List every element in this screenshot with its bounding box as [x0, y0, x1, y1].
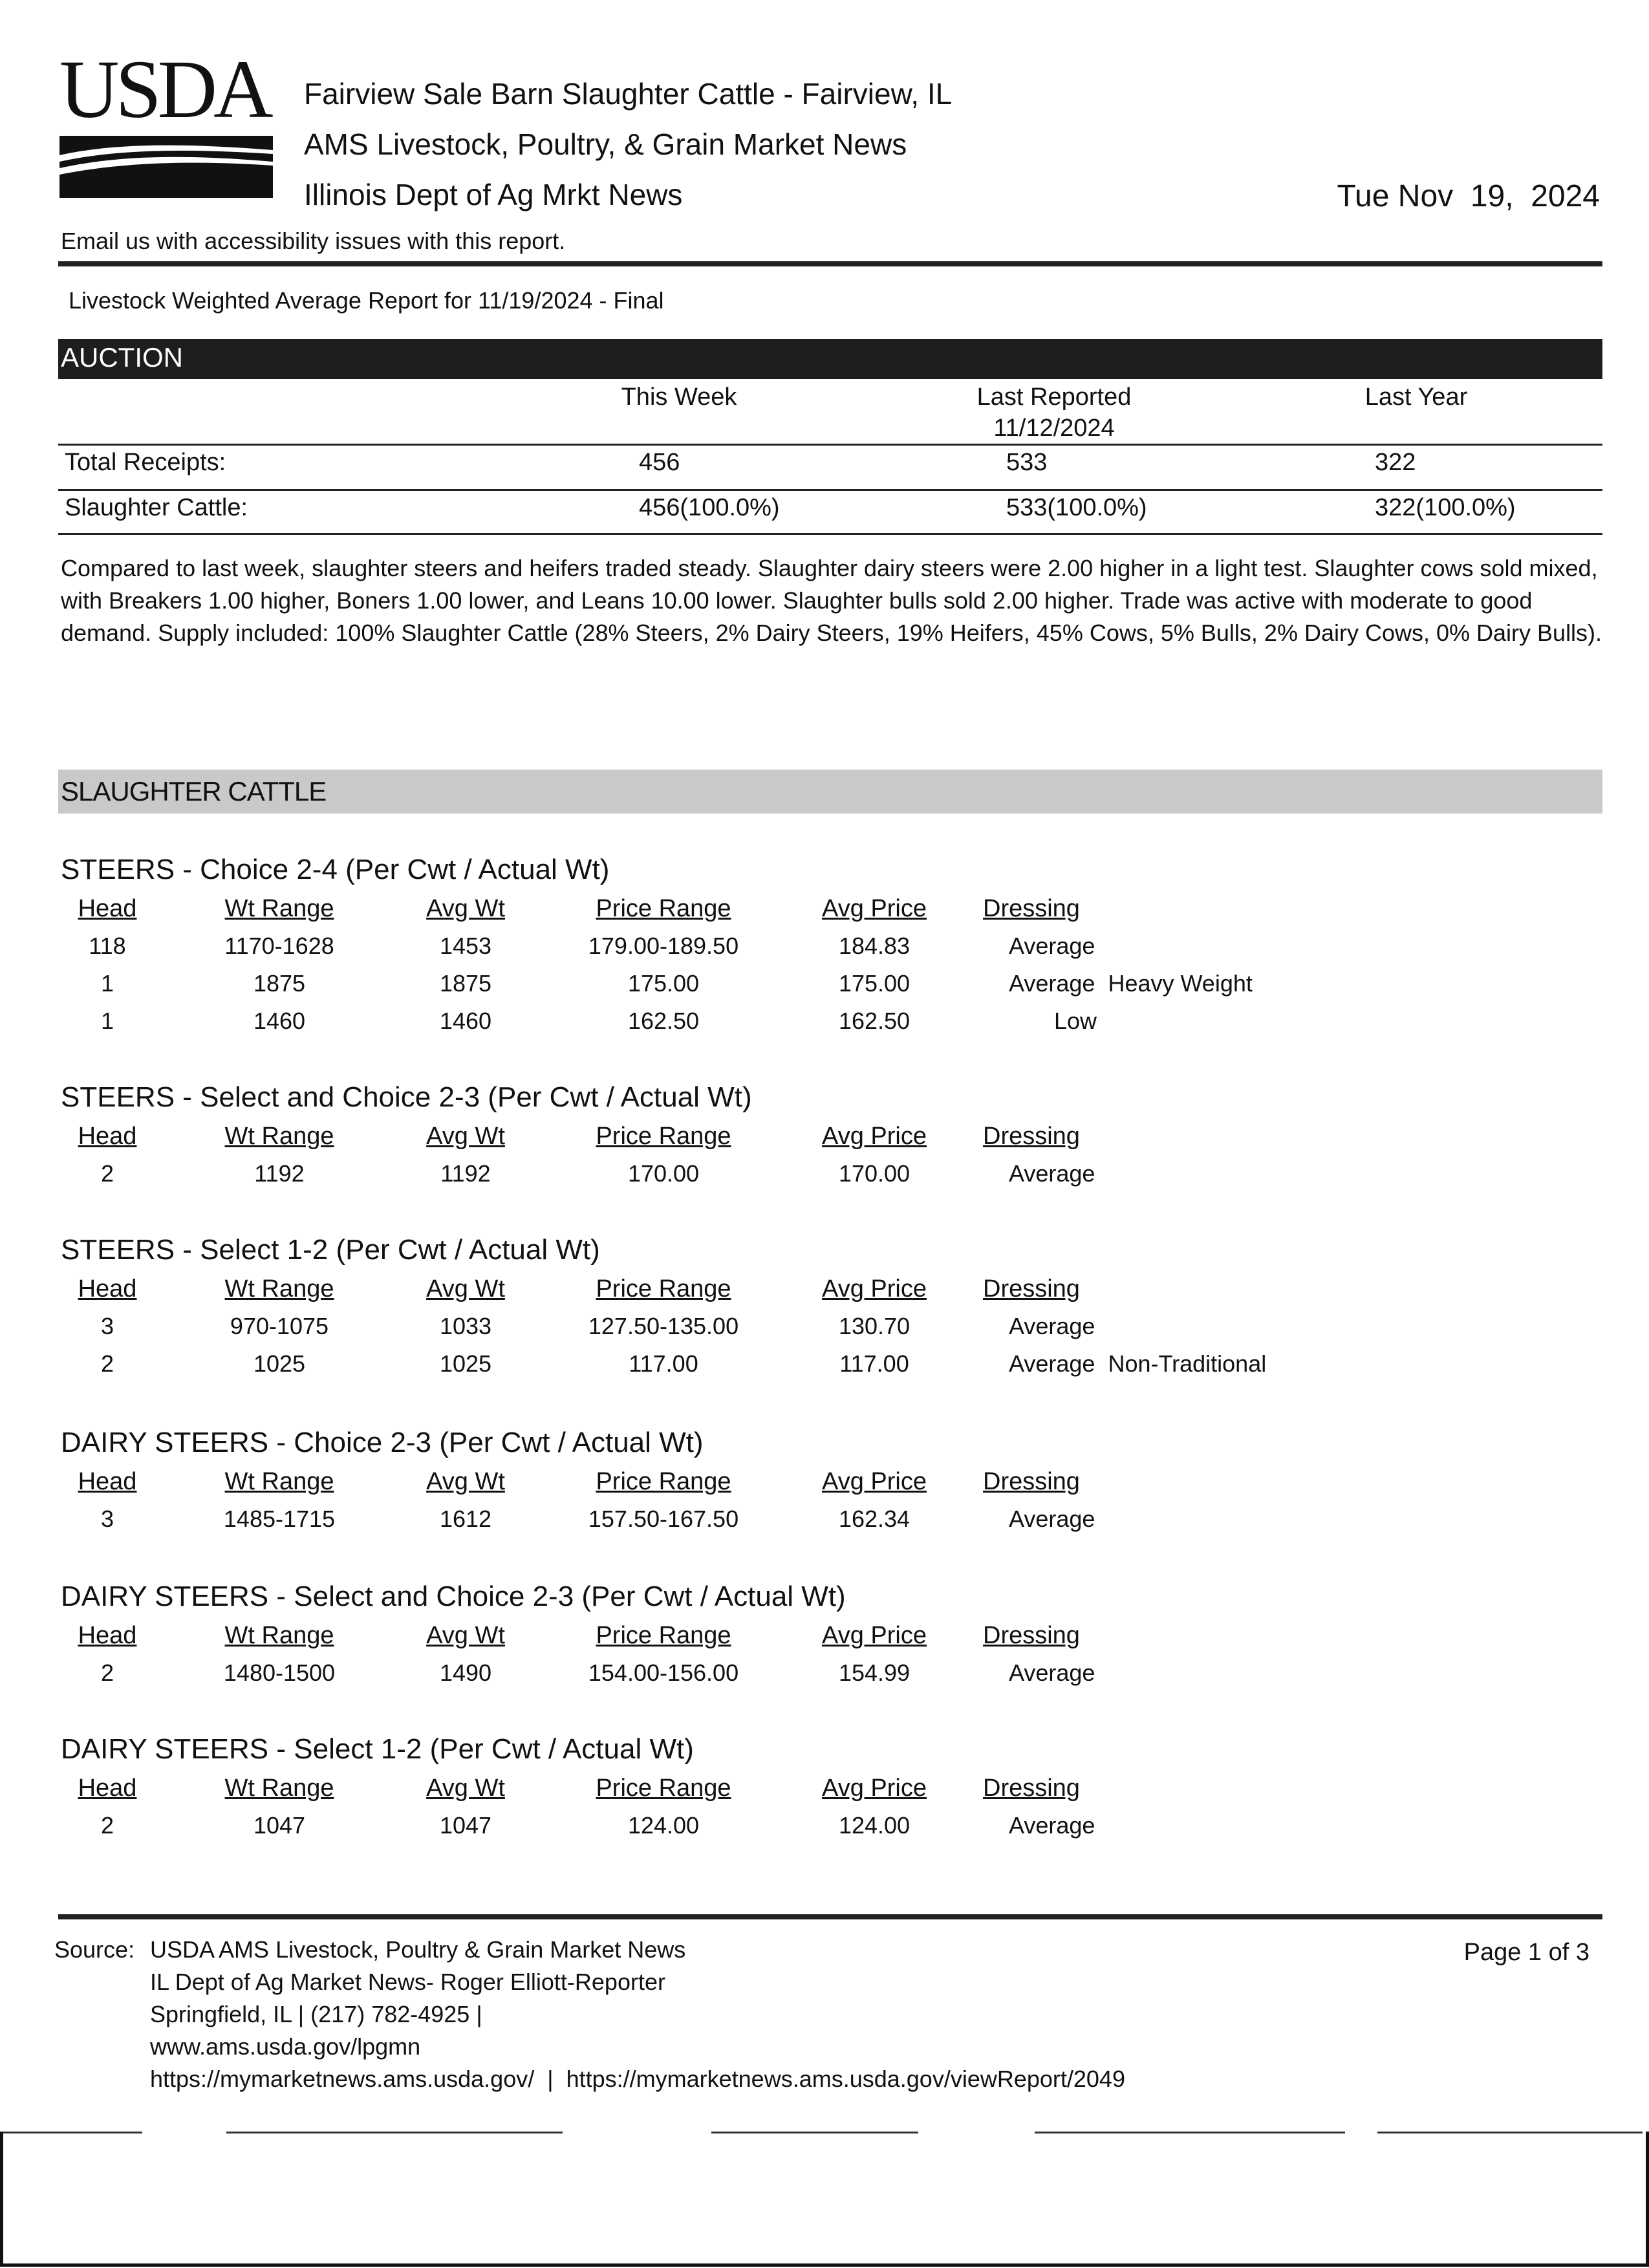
table-cell: 2 — [100, 1812, 114, 1839]
table-cell: 1025 — [253, 1350, 306, 1377]
col-last-reported-label: Last Reported — [976, 383, 1132, 411]
table-cell: 1192 — [254, 1160, 305, 1187]
source-label: Source: — [54, 1936, 135, 1963]
auction-rule-2 — [58, 489, 1602, 491]
section-title: STEERS - Select 1-2 (Per Cwt / Actual Wt) — [61, 1234, 600, 1266]
col-last-year: Last Year — [1364, 383, 1468, 411]
total-receipts-last-year: 322 — [1375, 449, 1416, 476]
total-receipts-label: Total Receipts: — [65, 449, 226, 476]
table-cell: 1485-1715 — [223, 1506, 336, 1532]
table-cell: 2 — [100, 1160, 114, 1187]
column-header: Avg Wt — [426, 1775, 505, 1802]
column-header: Head — [78, 1275, 137, 1302]
page-number: Page 1 of 3 — [1463, 1939, 1590, 1966]
section-title: STEERS - Select and Choice 2-3 (Per Cwt / Actual Wt) — [61, 1081, 752, 1113]
table-cell: 124.00 — [838, 1812, 911, 1839]
slaughter-cattle-last-year: 322(100.0%) — [1375, 494, 1516, 521]
report-agency: AMS Livestock, Poultry, & Grain Market News — [304, 127, 907, 161]
source-line-2: IL Dept of Ag Market News- Roger Elliott-Reporter — [150, 1969, 665, 1995]
column-header: Avg Wt — [426, 895, 505, 922]
dressing-cell: Average — [1009, 1160, 1095, 1187]
column-header: Dressing — [983, 1622, 1080, 1649]
column-header: Avg Wt — [426, 1468, 505, 1495]
table-cell: 157.50-167.50 — [588, 1506, 739, 1532]
report-title: Fairview Sale Barn Slaughter Cattle - Fairview, IL — [304, 77, 953, 111]
column-header: Avg Wt — [426, 1622, 505, 1649]
column-header: Wt Range — [224, 1123, 334, 1150]
column-header: Dressing — [983, 1123, 1080, 1150]
table-cell: 3 — [100, 1313, 114, 1339]
table-cell: 3 — [100, 1506, 114, 1532]
footer-rule — [58, 1914, 1602, 1919]
column-header: Price Range — [596, 895, 731, 922]
table-cell: 170.00 — [627, 1160, 700, 1187]
column-header: Avg Price — [822, 1275, 927, 1302]
dressing-cell: Average — [1009, 1313, 1095, 1339]
table-cell: 1460 — [439, 1008, 492, 1034]
column-header: Price Range — [596, 1275, 731, 1302]
column-header: Price Range — [596, 1622, 731, 1649]
column-header: Dressing — [983, 895, 1080, 922]
table-cell: 117.00 — [839, 1350, 909, 1377]
column-header: Avg Price — [822, 1622, 927, 1649]
slaughter-section-title: SLAUGHTER CATTLE — [61, 776, 327, 806]
table-cell: 1033 — [439, 1313, 492, 1339]
table-cell: 118 — [89, 933, 126, 959]
slaughter-cattle-this-week: 456(100.0%) — [639, 494, 780, 521]
column-header: Wt Range — [224, 1775, 334, 1802]
table-cell: 1025 — [439, 1350, 492, 1377]
section-title: DAIRY STEERS - Select and Choice 2-3 (Per Cwt / Actual Wt) — [61, 1581, 846, 1612]
auction-rule-1 — [58, 444, 1602, 446]
table-cell: 2 — [100, 1350, 114, 1377]
table-cell: 154.00-156.00 — [588, 1659, 739, 1686]
section-title: DAIRY STEERS - Choice 2-3 (Per Cwt / Actual Wt) — [61, 1427, 704, 1458]
dressing-cell: Average — [1009, 1506, 1095, 1532]
col-last-reported — [925, 382, 1183, 444]
table-cell: 1490 — [439, 1659, 492, 1686]
source-report-links[interactable]: https://mymarketnews.ams.usda.gov/ | https://mymarketnews.ams.usda.gov/viewReport/2049 — [150, 2066, 1125, 2092]
cattle-section — [0, 1234, 1649, 1415]
table-cell: 175.00 — [838, 970, 911, 997]
table-cell: 1612 — [439, 1506, 492, 1532]
col-last-reported-date: 11/12/2024 — [993, 415, 1115, 442]
column-header: Price Range — [596, 1123, 731, 1150]
dressing-cell: Average — [1009, 1659, 1095, 1686]
cattle-section — [0, 854, 1649, 1035]
total-receipts-last-reported: 533 — [1006, 449, 1048, 476]
column-header: Wt Range — [224, 1622, 334, 1649]
usda-logo-text: USDA — [59, 43, 270, 135]
report-office: Illinois Dept of Ag Mrkt News — [304, 178, 683, 211]
section-title: DAIRY STEERS - Select 1-2 (Per Cwt / Actual Wt) — [61, 1733, 694, 1765]
slaughter-cattle-label: Slaughter Cattle: — [65, 494, 248, 521]
column-header: Avg Price — [822, 1775, 927, 1802]
report-date: Tue Nov 19, 2024 — [1337, 179, 1600, 213]
dressing-cell: Average — [1009, 933, 1095, 959]
table-cell: 1480-1500 — [223, 1659, 336, 1686]
column-header: Avg Wt — [426, 1123, 505, 1150]
table-cell: 117.00 — [629, 1350, 698, 1377]
source-line-1: USDA AMS Livestock, Poultry & Grain Market News — [150, 1936, 686, 1963]
auction-section-title: AUCTION — [61, 342, 183, 373]
source-line-3: Springfield, IL | (217) 782-4925 | — [150, 2001, 482, 2027]
dressing-cell: Average — [1009, 1812, 1095, 1839]
column-header: Head — [78, 1775, 137, 1802]
table-cell: 1192 — [440, 1160, 491, 1187]
column-header: Avg Price — [822, 1468, 927, 1495]
column-header: Head — [78, 895, 137, 922]
table-cell: 162.50 — [627, 1008, 700, 1034]
dressing-cell: Low — [1054, 1008, 1097, 1034]
table-cell: 179.00-189.50 — [588, 933, 739, 959]
table-cell: 1453 — [439, 933, 492, 959]
column-header: Dressing — [983, 1468, 1080, 1495]
total-receipts-this-week: 456 — [639, 449, 680, 476]
table-cell: 124.00 — [627, 1812, 700, 1839]
table-cell: 162.34 — [838, 1506, 911, 1532]
market-summary: Compared to last week, slaughter steers and heifers traded steady. Slaughter dairy steers were 2.00 higher in a light test. Slaughter cows sold mixed, with Breakers 1.00 higher, Boners 1.00 lower, and Leans 10.00 lower. Slaughter bulls sold 2.00 higher. Trade was active with moderate to good demand. Supply included: 100% Slaughter Cattle (28% Steers, 2% Dairy Steers, 19% Heifers, 45% Cows, 5% Bulls, 2% Dairy Cows, 0% Dairy Bulls). — [61, 555, 1602, 646]
header-rule — [58, 261, 1602, 266]
table-cell: 1 — [100, 970, 114, 997]
table-cell: 170.00 — [838, 1160, 911, 1187]
section-title: STEERS - Choice 2-4 (Per Cwt / Actual Wt) — [61, 854, 610, 885]
auction-section-bar — [58, 339, 1602, 379]
table-cell: 154.99 — [838, 1659, 911, 1686]
table-cell: 1875 — [439, 970, 492, 997]
usda-logo — [59, 43, 273, 208]
report-subtitle: Livestock Weighted Average Report for 11/19/2024 - Final — [69, 287, 664, 314]
table-cell: 162.50 — [838, 1008, 911, 1034]
table-cell: 130.70 — [838, 1313, 911, 1339]
column-header: Head — [78, 1622, 137, 1649]
table-cell: 1047 — [439, 1812, 492, 1839]
column-header: Wt Range — [224, 1468, 334, 1495]
column-header: Avg Price — [822, 895, 927, 922]
table-cell: 970-1075 — [230, 1313, 329, 1339]
usda-logo-mark — [59, 136, 273, 198]
slaughter-cattle-last-reported: 533(100.0%) — [1006, 494, 1147, 521]
table-cell: 1875 — [253, 970, 306, 997]
col-this-week: This Week — [621, 383, 737, 411]
source-website-link[interactable]: www.ams.usda.gov/lpgmn — [150, 2033, 421, 2060]
cattle-section — [0, 1733, 1649, 1914]
column-header: Wt Range — [224, 895, 334, 922]
column-header: Avg Wt — [426, 1275, 505, 1302]
dressing-cell: Average Non-Traditional — [1009, 1350, 1267, 1377]
column-header: Avg Price — [822, 1123, 927, 1150]
table-cell: 1 — [100, 1008, 114, 1034]
column-header: Price Range — [596, 1775, 731, 1802]
column-header: Head — [78, 1468, 137, 1495]
column-header: Wt Range — [224, 1275, 334, 1302]
auction-rule-3 — [58, 533, 1602, 535]
slaughter-section-bar — [58, 770, 1602, 814]
table-cell: 127.50-135.00 — [588, 1313, 739, 1339]
column-header: Price Range — [596, 1468, 731, 1495]
dressing-cell: Average Heavy Weight — [1009, 970, 1253, 997]
accessibility-note[interactable]: Email us with accessibility issues with this report. — [61, 228, 566, 254]
table-cell: 175.00 — [627, 970, 700, 997]
column-header: Dressing — [983, 1275, 1080, 1302]
table-cell: 1047 — [253, 1812, 306, 1839]
column-header: Head — [78, 1123, 137, 1150]
scan-frame — [0, 2132, 1649, 2267]
table-cell: 184.83 — [838, 933, 911, 959]
column-header: Dressing — [983, 1775, 1080, 1802]
table-cell: 2 — [100, 1659, 114, 1686]
table-cell: 1460 — [253, 1008, 306, 1034]
table-cell: 1170-1628 — [224, 933, 334, 959]
